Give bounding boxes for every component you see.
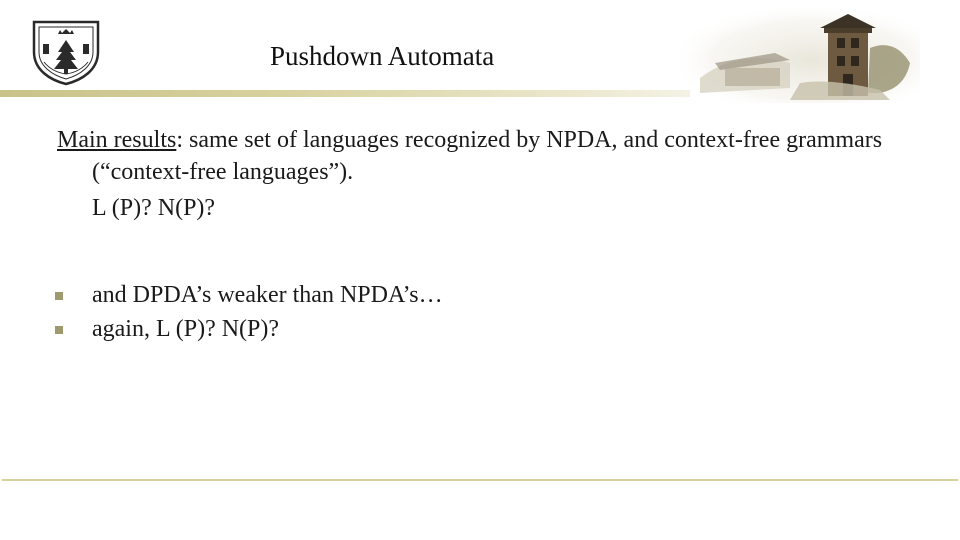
square-bullet-icon (55, 292, 63, 300)
list-item (55, 278, 875, 312)
main-results-label: Main results (57, 127, 177, 153)
main-paragraph (57, 124, 907, 224)
list-item (55, 312, 875, 346)
campus-building-photo (680, 8, 920, 103)
header-rule (0, 90, 690, 97)
bullet-list (55, 278, 875, 346)
bullet-text: again, L (P)? N(P)? (92, 316, 280, 342)
bullet-text: and DPDA’s weaker than NPDA’s… (92, 282, 443, 308)
footer-rule (2, 479, 958, 481)
university-seal-logo (30, 18, 102, 86)
square-bullet-icon (55, 326, 63, 334)
slide-title: Pushdown Automata (270, 41, 495, 71)
main-results-text: : same set of languages recognized by NPDA, and context-free grammars (“context-free languages”). (92, 127, 883, 185)
l-n-question: L (P)? N(P)? (92, 195, 216, 221)
